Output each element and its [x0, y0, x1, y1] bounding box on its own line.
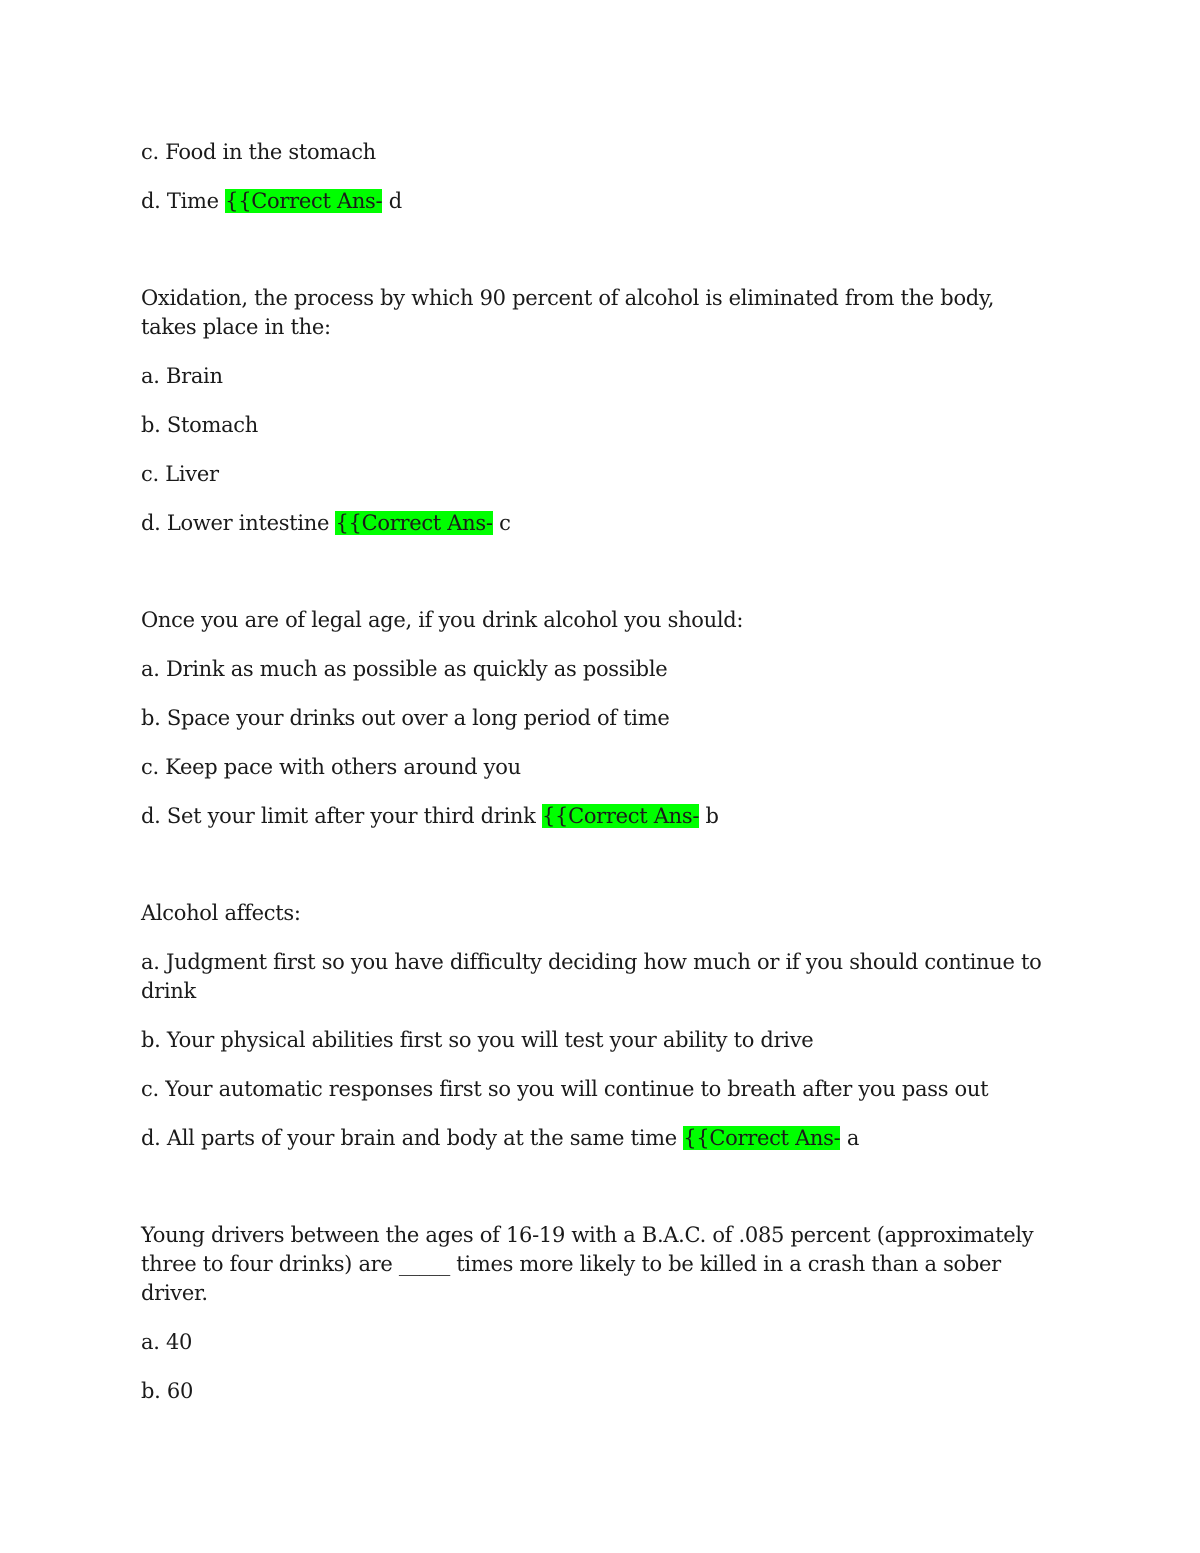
option-b: b. Your physical abilities first so you will test your ability to drive: [141, 1028, 814, 1052]
option-a: a. Brain: [141, 364, 223, 388]
correct-answer-highlight: {{Correct Ans-: [225, 189, 383, 213]
question-block: [141, 1221, 1051, 1406]
correct-answer-highlight: {{Correct Ans-: [541, 804, 700, 828]
question-text: Young drivers between the ages of 16-19 with a B.A.C. of .085 percent (approximately three to four drinks) are _____ times more likely to be killed in a crash than a sober driver.: [141, 1223, 1034, 1305]
option-c: c. Food in the stomach: [141, 140, 376, 164]
option-b: b. Space your drinks out over a long period of time: [141, 706, 670, 730]
correct-answer-letter: c: [499, 511, 511, 535]
option-a: a. Drink as much as possible as quickly as possible: [141, 657, 668, 681]
option-text: d. Time: [141, 189, 219, 213]
option-text: d. All parts of your brain and body at the same time: [141, 1126, 677, 1150]
option-b: b. Stomach: [141, 413, 258, 437]
option-c: c. Keep pace with others around you: [141, 755, 521, 779]
option-a: a. 40: [141, 1330, 193, 1354]
question-block: [141, 284, 1051, 538]
question-text: Alcohol affects:: [141, 901, 301, 925]
question-block: [141, 606, 1051, 831]
option-d: [141, 1124, 1051, 1153]
question-text: Once you are of legal age, if you drink alcohol you should:: [141, 608, 744, 632]
question-fragment: [141, 138, 1051, 216]
correct-answer-highlight: {{Correct Ans-: [335, 511, 493, 535]
correct-answer-letter: a: [846, 1126, 860, 1150]
option-text: d. Lower intestine: [141, 511, 330, 535]
correct-answer-letter: d: [388, 189, 402, 213]
option-d: [141, 187, 1051, 216]
option-text: d. Set your limit after your third drink: [141, 804, 536, 828]
option-a: a. Judgment first so you have difficulty deciding how much or if you should continue to drink: [141, 950, 1042, 1003]
option-c: c. Your automatic responses first so you will continue to breath after you pass out: [141, 1077, 989, 1101]
correct-answer-letter: b: [705, 804, 719, 828]
question-block: [141, 899, 1051, 1153]
option-c: c. Liver: [141, 462, 219, 486]
option-b: b. 60: [141, 1379, 194, 1403]
option-d: [141, 509, 1051, 538]
correct-answer-highlight: {{Correct Ans-: [683, 1126, 841, 1150]
option-d: [141, 802, 1051, 831]
question-text: Oxidation, the process by which 90 percent of alcohol is eliminated from the body, takes place in the:: [141, 286, 995, 339]
document-page: [141, 138, 1051, 1426]
